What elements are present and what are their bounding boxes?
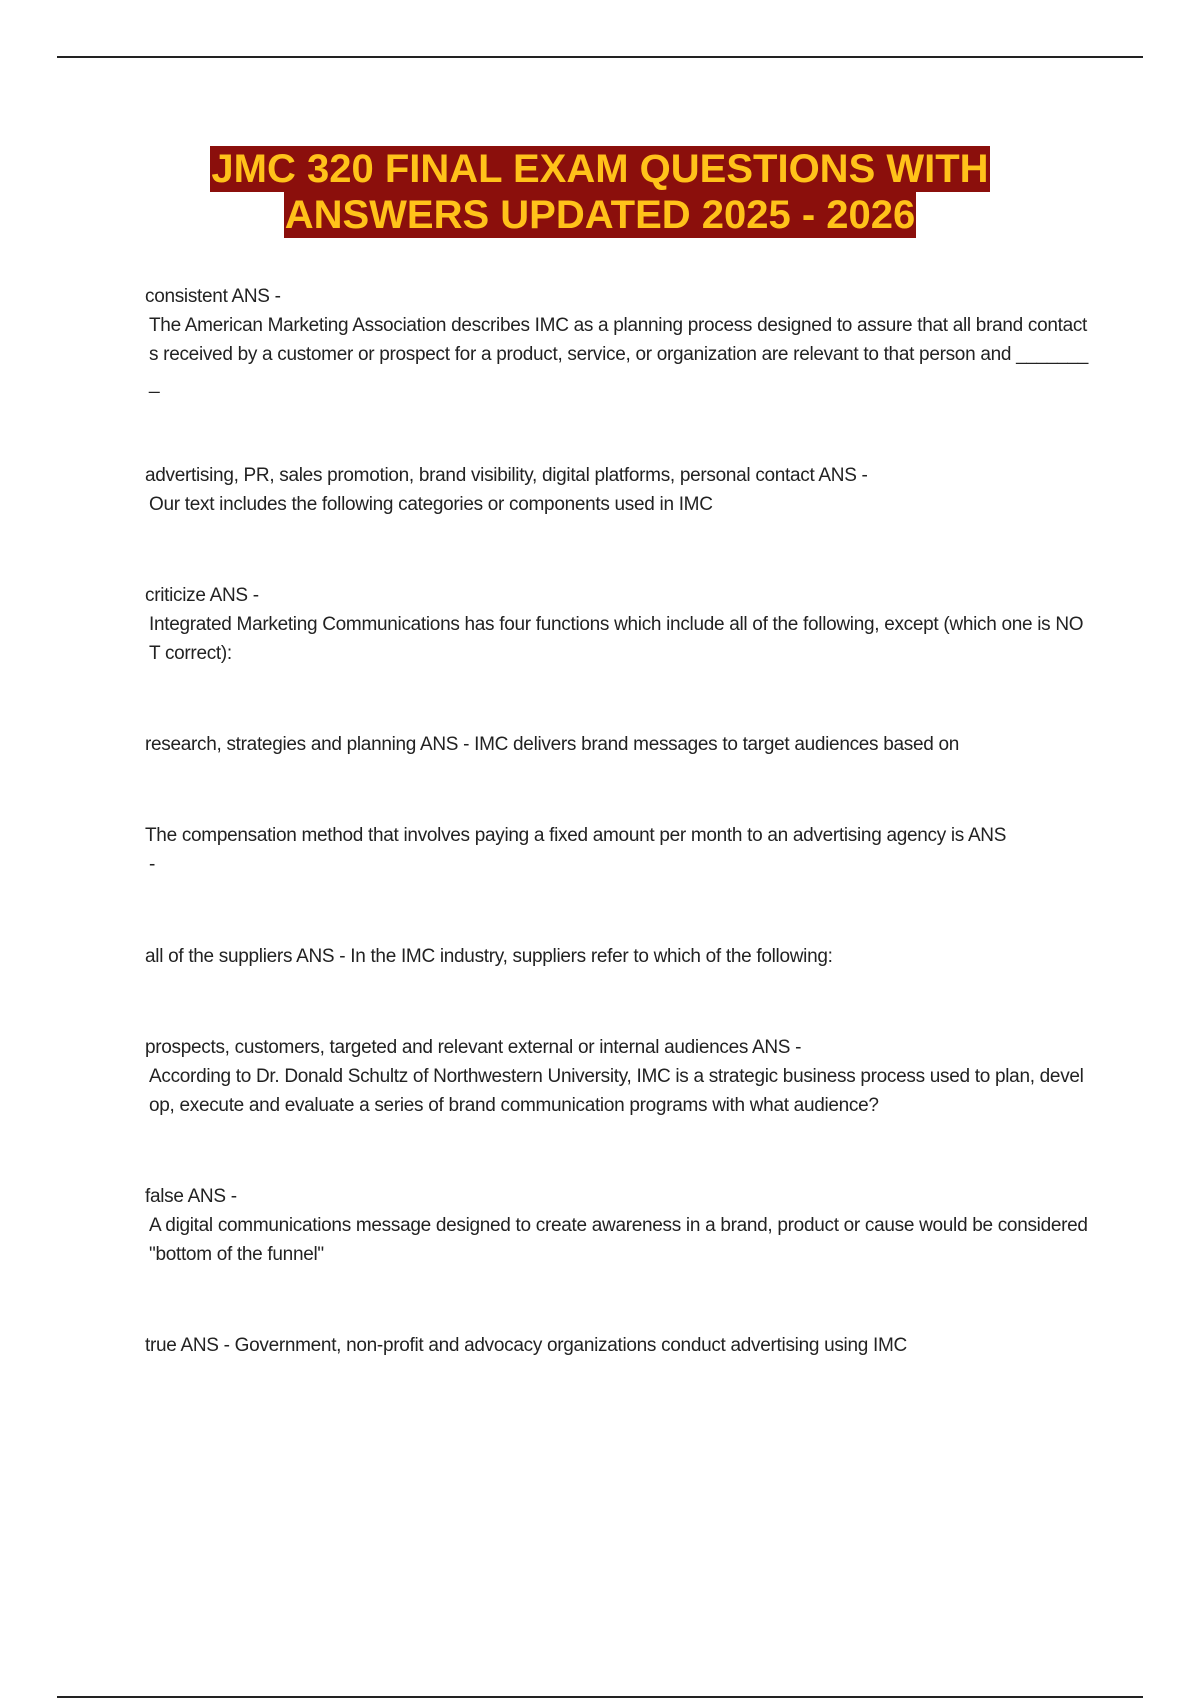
- question-text: A digital communications message designed to create awareness in a brand, product or cause would be considered "bottom of the funnel": [149, 1215, 1088, 1265]
- answer-text: The compensation method that involves paying a fixed amount per month to an advertising agency is ANS: [145, 825, 1007, 846]
- title-line-1: JMC 320 FINAL EXAM QUESTIONS WITH: [211, 147, 989, 191]
- qa-item-5: [145, 821, 1090, 879]
- answer-text: criticize ANS -: [145, 585, 259, 606]
- qa-item-6: [145, 942, 1090, 971]
- document-title: [0, 146, 1200, 238]
- answer-text: false ANS -: [145, 1186, 237, 1207]
- top-rule: [57, 56, 1143, 58]
- question-text: Integrated Marketing Communications has four functions which include all of the following, except (which one is NOT correct):: [149, 614, 1084, 664]
- qa-item-9: [145, 1331, 1090, 1360]
- answer-text: prospects, customers, targeted and relevant external or internal audiences ANS -: [145, 1037, 802, 1058]
- answer-text: true ANS - Government, non-profit and advocacy organizations conduct advertising using IMC: [145, 1335, 907, 1356]
- title-line-2: ANSWERS UPDATED 2025 - 2026: [284, 193, 916, 237]
- question-text: -: [149, 854, 156, 875]
- question-text: Our text includes the following categories or components used in IMC: [149, 494, 713, 515]
- qa-item-1: [145, 282, 1090, 398]
- qa-item-7: [145, 1033, 1090, 1120]
- qa-item-3: [145, 581, 1090, 668]
- bottom-rule: [57, 1696, 1143, 1698]
- question-text: The American Marketing Association describes IMC as a planning process designed to assure that all brand contacts received by a customer or prospect for a product, service, or organization are relevant to that person and ________: [149, 315, 1088, 394]
- qa-item-2: [145, 461, 1090, 519]
- question-text: According to Dr. Donald Schultz of Northwestern University, IMC is a strategic business process used to plan, develop, execute and evaluate a series of brand communication programs with what audience?: [149, 1066, 1084, 1116]
- qa-item-4: [145, 730, 1090, 759]
- answer-text: consistent ANS -: [145, 286, 281, 307]
- answer-text: all of the suppliers ANS - In the IMC industry, suppliers refer to which of the following:: [145, 946, 833, 967]
- answer-text: advertising, PR, sales promotion, brand visibility, digital platforms, personal contact ANS -: [145, 465, 868, 486]
- qa-item-8: [145, 1182, 1090, 1269]
- answer-text: research, strategies and planning ANS - IMC delivers brand messages to target audiences based on: [145, 734, 960, 755]
